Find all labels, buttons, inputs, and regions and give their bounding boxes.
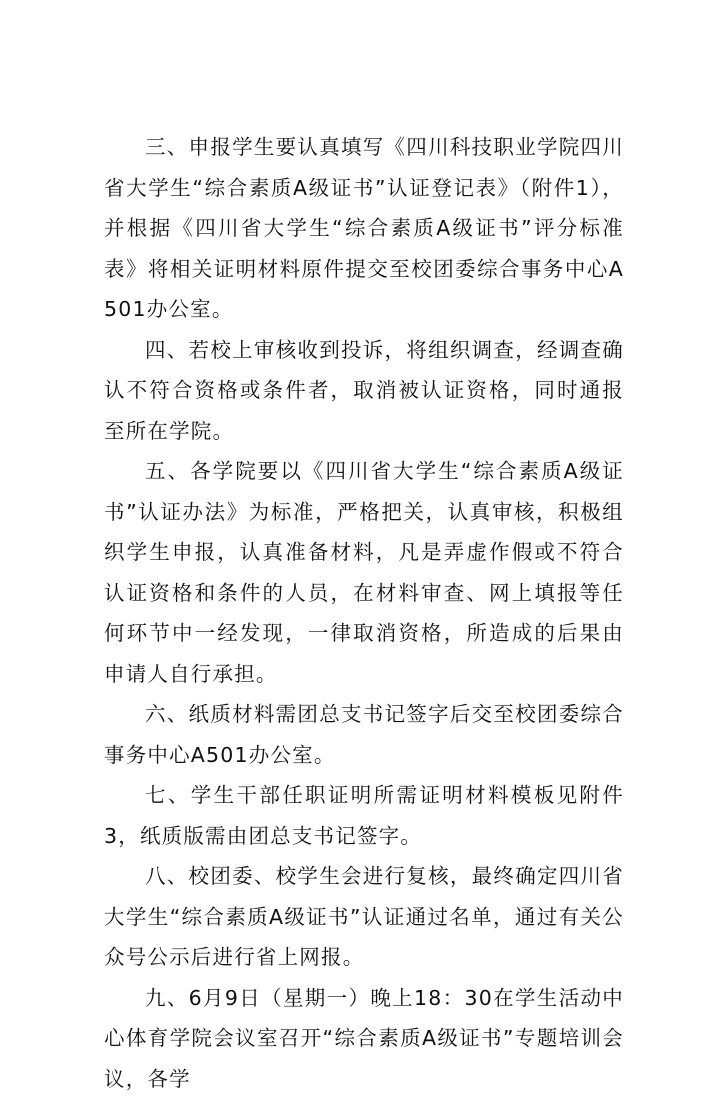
paragraph-item-8: 八、校团委、校学生会进行复核，最终确定四川省大学生“综合素质A级证书”认证通过名单，通过有关公众号公示后进行省上网报。 bbox=[104, 856, 624, 978]
paragraph-item-3: 三、申报学生要认真填写《四川科技职业学院四川省大学生“综合素质A级证书”认证登记表》（附件1），并根据《四川省大学生“综合素质A级证书”评分标准表》将相关证明材料原件提交至校团委综合事务中心A501办公室。 bbox=[104, 127, 624, 330]
paragraph-item-4: 四、若校上审核收到投诉，将组织调查，经调查确认不符合资格或条件者，取消被认证资格，同时通报至所在学院。 bbox=[104, 330, 624, 452]
paragraph-item-5: 五、各学院要以《四川省大学生“综合素质A级证书”认证办法》为标准，严格把关，认真审核，积极组织学生申报，认真准备材料，凡是弄虚作假或不符合认证资格和条件的人员，在材料审查、网上填报等任何环节中一经发现，一律取消资格，所造成的后果由申请人自行承担。 bbox=[104, 451, 624, 694]
paragraph-item-7: 七、学生干部任职证明所需证明材料模板见附件3，纸质版需由团总支书记签字。 bbox=[104, 775, 624, 856]
paragraph-item-9: 九、6月9日（星期一）晚上18：30在学生活动中心体育学院会议室召开“综合素质A级证书”专题培训会议，各学 bbox=[104, 978, 624, 1099]
paragraph-item-6: 六、纸质材料需团总支书记签字后交至校团委综合事务中心A501办公室。 bbox=[104, 694, 624, 775]
document-body bbox=[104, 127, 624, 1099]
